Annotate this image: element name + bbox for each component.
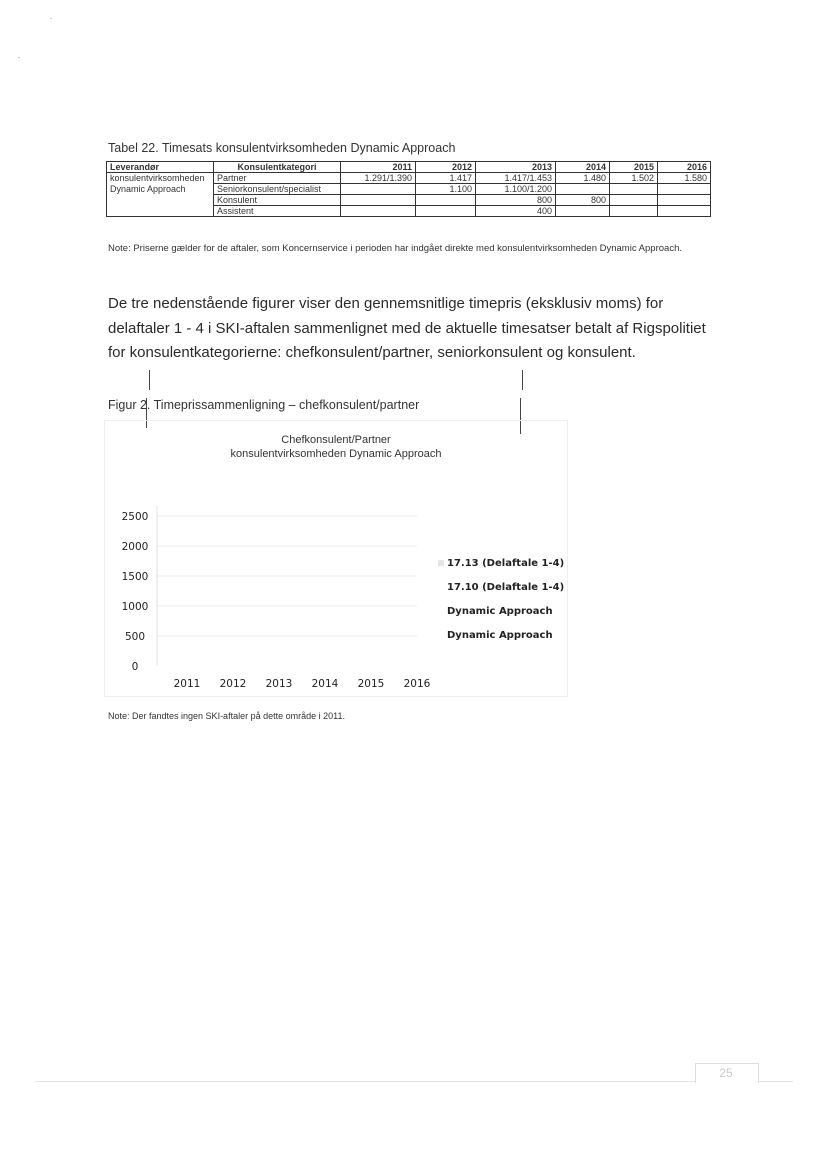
supplier-cell: Dynamic Approach (107, 184, 214, 195)
rates-table (106, 161, 711, 217)
value-cell: 1.417 (416, 173, 476, 184)
value-cell: 1.291/1.390 (341, 173, 416, 184)
chart-title: Chefkonsulent/Partner (281, 434, 391, 446)
value-cell: 1.100/1.200 (476, 184, 556, 195)
value-cell: 1.580 (658, 173, 711, 184)
legend-entry: Dynamic Approach (447, 606, 553, 617)
body-paragraph: De tre nedenstående figurer viser den gennemsnitlige timepris (eksklusiv moms) for delaftaler 1 - 4 i SKI-aftalen sammenlignet med de aktuelle timesatser betalt af Rigspolitiet for konsulentkategorierne: chefkonsulent/partner, seniorkonsulent og konsulent. (108, 295, 706, 361)
figure-note: Note: Der fandtes ingen SKI-aftaler på dette område i 2011. (108, 711, 345, 721)
x-tick-label: 2013 (265, 678, 293, 690)
legend-entry: 17.13 (Delaftale 1-4) (447, 558, 565, 569)
value-cell (658, 206, 711, 217)
value-cell (341, 206, 416, 217)
category-cell: Assistent (214, 206, 341, 217)
supplier-cell: konsulentvirksomheden (107, 173, 214, 184)
value-cell (610, 195, 658, 206)
value-cell (556, 184, 610, 195)
table-row (107, 184, 711, 195)
footer-line (35, 1081, 793, 1082)
header-year: 2014 (556, 162, 610, 173)
y-tick-label: 500 (124, 631, 146, 643)
table-note: Note: Priserne gælder for de aftaler, som Koncernservice i perioden har indgået direkte med konsulentvirksomheden Dynamic Approach. (108, 243, 682, 254)
x-tick-label: 2012 (219, 678, 247, 690)
value-cell (610, 184, 658, 195)
category-cell: Seniorkonsulent/specialist (214, 184, 341, 195)
header-category: Konsulentkategori (214, 162, 341, 173)
value-cell: 1.100 (416, 184, 476, 195)
figure-caption: Figur 2. Timeprissammenligning – chefkonsulent/partner (108, 398, 420, 412)
x-tick-label: 2014 (311, 678, 339, 690)
table-caption: Tabel 22. Timesats konsulentvirksomheden Dynamic Approach (108, 141, 456, 155)
header-supplier: Leverandør (107, 162, 214, 173)
chart-frame (104, 420, 568, 697)
category-cell: Partner (214, 173, 341, 184)
supplier-cell (107, 206, 214, 217)
table-row (107, 195, 711, 206)
value-cell (341, 184, 416, 195)
chart (105, 421, 567, 696)
value-cell: 1.502 (610, 173, 658, 184)
table-row (107, 173, 711, 184)
value-cell: 400 (476, 206, 556, 217)
legend-swatch (438, 560, 444, 566)
value-cell (658, 184, 711, 195)
y-tick-label: 1000 (121, 601, 149, 613)
page-number: 25 (719, 1066, 733, 1080)
x-tick-label: 2011 (173, 678, 201, 690)
value-cell (658, 195, 711, 206)
value-cell: 800 (476, 195, 556, 206)
header-year: 2015 (610, 162, 658, 173)
header-year: 2013 (476, 162, 556, 173)
y-tick-label: 0 (131, 661, 139, 673)
value-cell (341, 195, 416, 206)
header-year: 2012 (416, 162, 476, 173)
value-cell: 800 (556, 195, 610, 206)
header-year: 2011 (341, 162, 416, 173)
category-cell: Konsulent (214, 195, 341, 206)
x-tick-label: 2015 (357, 678, 385, 690)
table-header-row (107, 162, 711, 173)
x-tick-label: 2016 (403, 678, 431, 690)
value-cell (556, 206, 610, 217)
scan-speck (50, 18, 52, 19)
value-cell: 1.417/1.453 (476, 173, 556, 184)
chart-subtitle: konsulentvirksomheden Dynamic Approach (230, 448, 442, 460)
revision-marker (522, 370, 523, 390)
y-tick-label: 2000 (121, 541, 149, 553)
value-cell (416, 195, 476, 206)
y-tick-label: 2500 (121, 511, 149, 523)
value-cell (416, 206, 476, 217)
value-cell: 1.480 (556, 173, 610, 184)
scan-speck (18, 57, 20, 58)
revision-marker (149, 370, 150, 390)
legend-entry: Dynamic Approach (447, 630, 553, 641)
value-cell (610, 206, 658, 217)
y-tick-label: 1500 (121, 571, 149, 583)
supplier-cell (107, 195, 214, 206)
legend-entry: 17.10 (Delaftale 1-4) (447, 582, 565, 593)
table-row (107, 206, 711, 217)
header-year: 2016 (658, 162, 711, 173)
